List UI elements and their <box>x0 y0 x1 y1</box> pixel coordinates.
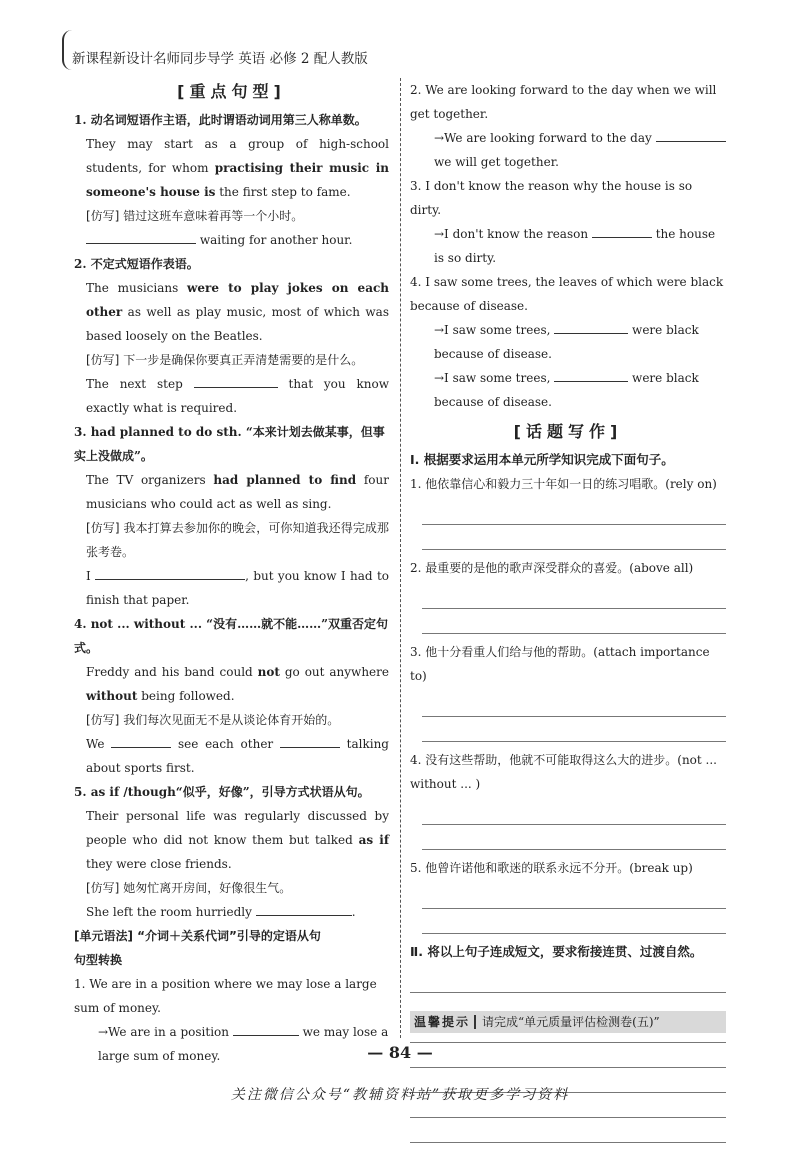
pattern-2-example: The musicians were to play jokes on each other as well as play music, most of which was based loosely on the Beatles. <box>86 281 389 343</box>
writing-q5-lines[interactable] <box>422 884 726 934</box>
part-1-instruction: Ⅰ. 根据要求运用本单元所学知识完成下面句子。 <box>410 452 674 467</box>
page-number: — 84 — <box>367 1043 433 1062</box>
answer-blank[interactable] <box>86 229 196 244</box>
pattern-5-heading: 5. as if /though“似乎，好像”，引导方式状语从句。 <box>74 785 370 799</box>
pattern-4-imitation: [仿写] 我们每次见面无不是从谈论体育开始的。 <box>86 713 340 727</box>
pattern-3-example: The TV organizers had planned to find four musicians who could act as well as sing. <box>86 473 389 511</box>
grammar-q4-answer-1: →I saw some trees, were black because of disease. <box>410 318 726 366</box>
reminder-text: 请完成“单元质量评估检测卷(五)” <box>482 1015 660 1029</box>
column-divider <box>400 78 401 1038</box>
reminder-box <box>410 1011 726 1033</box>
pattern-5-example: Their personal life was regularly discussed by people who did not know them but talked as if they were close friends. <box>86 809 389 871</box>
answer-blank[interactable] <box>554 319 628 334</box>
writing-q4: 4. 没有这些帮助，他就不可能取得这么大的进步。(not ... without ... ) <box>410 753 717 791</box>
answer-blank[interactable] <box>194 373 278 388</box>
pattern-5-answer: She left the room hurriedly . <box>74 900 389 924</box>
left-column <box>74 78 389 1068</box>
grammar-q4-answer-2: →I saw some trees, were black because of disease. <box>410 366 726 414</box>
pattern-1-imitation: [仿写] 错过这班车意味着再等一个小时。 <box>86 209 304 223</box>
pattern-4-heading: 4. not ... without ... “没有……就不能……”双重否定句式。 <box>74 617 388 655</box>
grammar-q2: 2. We are looking forward to the day when we will get together. <box>410 83 717 121</box>
writing-q1: 1. 他依靠信心和毅力三十年如一日的练习唱歌。(rely on) <box>410 477 717 491</box>
pattern-2-answer: The next step that you know exactly what is required. <box>74 372 389 420</box>
answer-blank[interactable] <box>592 223 652 238</box>
answer-blank[interactable] <box>656 127 726 142</box>
part-2-instruction: Ⅱ. 将以上句子连成短文，要求衔接连贯、过渡自然。 <box>410 944 703 959</box>
writing-q1-lines[interactable] <box>422 500 726 550</box>
answer-blank[interactable] <box>280 733 340 748</box>
pattern-5-imitation: [仿写] 她匆忙离开房间，好像很生气。 <box>86 881 292 895</box>
footer-note: 关注微信公众号“教辅资料站”获取更多学习资料 <box>230 1087 570 1103</box>
answer-blank[interactable] <box>256 901 352 916</box>
pattern-4-example: Freddy and his band could not go out anywhere without being followed. <box>86 665 389 703</box>
answer-blank[interactable] <box>111 733 171 748</box>
grammar-q2-answer: →We are looking forward to the day we will get together. <box>410 126 726 174</box>
pattern-1-answer: waiting for another hour. <box>74 228 389 252</box>
writing-q3: 3. 他十分看重人们给与他的帮助。(attach importance to) <box>410 645 710 683</box>
grammar-q1: 1. We are in a position where we may lose a large sum of money. <box>74 977 377 1015</box>
right-column <box>410 78 726 1149</box>
answer-blank[interactable] <box>95 565 245 580</box>
pattern-3-heading: 3. had planned to do sth. “本来计划去做某事，但事实上没做成”。 <box>74 425 385 463</box>
reminder-label: 温馨提示 <box>410 1015 476 1029</box>
answer-blank[interactable] <box>554 367 628 382</box>
pattern-2-heading: 2. 不定式短语作表语。 <box>74 257 199 271</box>
answer-blank[interactable] <box>233 1021 299 1036</box>
writing-q2-lines[interactable] <box>422 584 726 634</box>
writing-q5: 5. 他曾许诺他和歌迷的联系永远不分开。(break up) <box>410 861 693 875</box>
pattern-1-example: They may start as a group of high-school students, for whom practising their music in someone's house is the first step to fame. <box>86 137 390 199</box>
grammar-q1-answer: →We are in a position we may lose a large sum of money. <box>74 1020 389 1068</box>
section-title-key-sentences: [重点句型] <box>177 82 286 101</box>
writing-q4-lines[interactable] <box>422 800 726 850</box>
writing-q3-lines[interactable] <box>422 692 726 742</box>
pattern-3-answer: I , but you know I had to finish that paper. <box>74 564 389 612</box>
pattern-1-heading: 1. 动名词短语作主语，此时谓语动词用第三人称单数。 <box>74 113 367 127</box>
grammar-heading: [单元语法] “介词＋关系代词”引导的定语从句 <box>74 929 321 943</box>
grammar-q4: 4. I saw some trees, the leaves of which were black because of disease. <box>410 275 724 313</box>
grammar-q3: 3. I don't know the reason why the house is so dirty. <box>410 179 693 217</box>
running-header: 新课程新设计名师同步导学 英语 必修 2 配人教版 <box>72 51 368 67</box>
grammar-q3-answer: →I don't know the reason the house is so dirty. <box>410 222 726 270</box>
writing-q2: 2. 最重要的是他的歌声深受群众的喜爱。(above all) <box>410 561 694 575</box>
pattern-4-answer: We see each other talking about sports first. <box>74 732 389 780</box>
grammar-subheading: 句型转换 <box>74 953 123 967</box>
pattern-3-imitation: [仿写] 我本打算去参加你的晚会，可你知道我还得完成那张考卷。 <box>86 521 389 559</box>
section-title-topic-writing: [话题写作] <box>513 422 623 441</box>
pattern-2-imitation: [仿写] 下一步是确保你要真正弄清楚需要的是什么。 <box>86 353 364 367</box>
